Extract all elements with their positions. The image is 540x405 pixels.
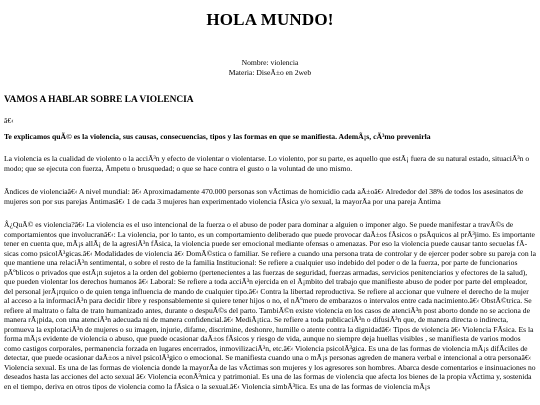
encoding-marker: â€‹ bbox=[4, 116, 14, 125]
section-heading: VAMOS A HABLAR SOBRE LA VIOLENCIA bbox=[4, 95, 194, 105]
lead-paragraph: Te explicamos quÃ© es la violencia, sus causas, consecuencias, tipos y las formas en que se manifiesta. AdemÃ¡s, cÃ³mo prevenirla bbox=[4, 131, 431, 141]
definition-paragraph: La violencia es la cualidad de violento o la acciÃ³n y efecto de violentar o violentarse. Lo violento, por su parte, es aquello que estÃ¡ fuera de su natural estado, situaciÃ³n o modo; que se ejecuta con fuerza, Ãmpetu o brusquedad; o que se hace contra el gusto o la voluntad de uno mismo. bbox=[4, 154, 530, 173]
page-title: HOLA MUNDO! bbox=[206, 10, 334, 29]
document-meta bbox=[4, 58, 536, 77]
statistics-paragraph: Ãndices de violenciaâ€‹ A nivel mundial: â€‹ Aproximadamente 470.000 personas son vÃctimas de homicidio cada aÃ±oâ€‹ Alrededor del 38% de todos los asesinatos de mujeres son por sus parejas Ãntimasâ€‹ 1 de cada 3 mujeres han experimentado violencia fÃsica y/o sexual, la mayorÃa por una pareja Ãntima bbox=[4, 187, 524, 206]
subject-line: Materia: DiseÃ±o en 2web bbox=[228, 67, 312, 77]
author-name-line: Nombre: violencia bbox=[241, 58, 299, 67]
types-paragraph: Â¿QuÃ© es violencia?â€‹ La violencia es el uso intencional de la fuerza o el abuso de poder para dominar a alguien o imponer algo. Se puede manifestar a travÃ©s de comportamientos que involucranâ€‹: La violencia, por lo tanto, es un comportamiento deliberado que puede provocar daÃ±os fÃsicos o psÃquicos al prÃ³jimo. Es importante tener en cuenta que, mÃ¡s allÃ¡ de la agresiÃ³n fÃsica, la violencia puede ser emocional mediante ofensas o amenazas. Por eso la violencia puede causar tanto secuelas fÃsicas como psicolÃ³gicas.â€‹ Modalidades de violencia â€‹ DomÃ©stica o familiar. Se refiere a cuando una persona trata de controlar y de ejercer poder sobre su pareja con la que mantiene una relaciÃ³n sentimental, o sobre el resto de la familia Institucional: Se refiere a cualquier uso indebido del poder o de la fuerza, por parte de funcionarios pÃºblicos o privados que estÃ¡n sujetos a la orden del gobierno (pertenecientes a las fuerzas de seguridad, fuerzas armadas, servicios penitenciarios y efectores de la salud), que pueden violentar los derechos humanos â€‹ Laboral: Se refiere a toda acciÃ³n ejercida en el Ã¡mbito del trabajo que manifieste abuso de poder por parte del empleador, del personal jerÃ¡rquico o de quien tenga influencia de mando de cualquier tipo.â€‹ Contra la libertad reproductiva. Se refiere al accionar que vulnere el derecho de la mujer al acceso a la informaciÃ³n para decidir libre y responsablemente si quiere tener hijos o no, el nÃºmero de embarazos o intervalos entre cada nacimiento.â€‹ ObstÃ©trica. Se refiere al maltrato o falta de trato humanizado antes, durante o despuÃ©s del parto. TambiÃ©n existe violencia en los casos de atenciÃ³n post aborto donde no se acciona de manera rÃ¡pida, con una atenciÃ³n adecuada ni de manera confidencial.â€‹ MediÃ¡tica. Se refiere a toda publicaciÃ³n o difusiÃ³n que, de manera directa o indirecta, promueva la explotaciÃ³n de mujeres o su imagen, injurie, difame, discrimine, deshonre, humille o atente contra la dignidadâ€‹ Tipos de violencia â€‹ Violencia FÃsica. Es la forma mÃ¡s evidente de violencia o abuso, que puede ocasionar daÃ±os fÃsicos y riesgo de vida, aunque no siempre deja huellas visibles , se manifiesta de varios modos como castigos corporales, permanencia forzada en lugares encerrados, inmovilizaciÃ³n, etc.â€‹ Violencia psicolÃ³gica. Es una de las formas de violencia mÃ¡s difÃciles de detectar, que puede ocasionar daÃ±os a nivel psicolÃ³gico o emocional. Se manifiesta cuando una o mÃ¡s personas agreden de manera verbal e intencional a otra personaâ€‹ Violencia sexual. Es una de las formas de violencia donde la mayorÃa de las vÃctimas son mujeres y los agresores son hombres. Abarca desde comentarios e insinuaciones no deseados hasta las acciones del acto sexual â€‹ Violencia econÃ³mica y patrimonial. Es una de las formas de violencia que afecta los bienes de la propia vÃctima y, sostenida en el tiempo, deriva en otros tipos de violencia como la fÃsica o la sexual.â€‹ Violencia simbÃ³lica. Es una de las formas de violencia mÃ¡s bbox=[4, 220, 537, 391]
